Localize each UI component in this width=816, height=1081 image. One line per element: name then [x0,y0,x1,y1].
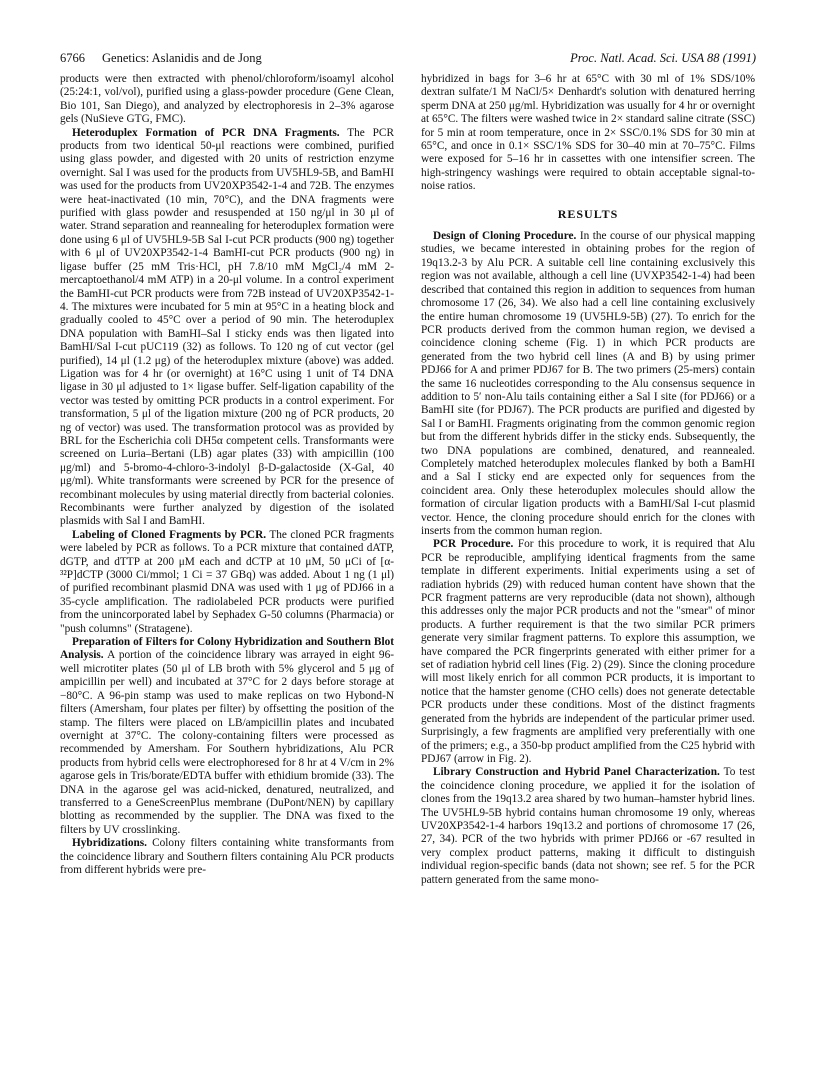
paragraph-body: For this procedure to work, it is required that Alu PCR be reproducible, amplifying identical fragments from the same template in different experiments. Initial experiments using a set of radiation hybrids (29) with reduced human content have shown that the PCR fragment patterns are very reproducible (data not shown), although this addresses only the major PCR products and not the "smear" of minor products. A further requirement is that the two similar PCR primers generate very similar fragment patterns. To explore this assumption, we have compared the PCR fingerprints generated with either primer for a set of radiation hybrid cell lines (Fig. 2) (29). Since the cloning procedure will most likely enrich for all common PCR products, it is important to notice that the hamster genome (CHO cells) does not generate detectable PCR products under these conditions. Most of the distinct fragments generated from the hybrids are independent of the particular primer used. Surprisingly, a few fragments are amplified very preferentially with one of the primers; e.g., a 350-bp product amplified from the C25 hybrid with PDJ67 (arrow in Fig. 2). [421,538,755,765]
paragraph [60,127,394,529]
paragraph [60,636,394,837]
run-in-heading: Library Construction and Hybrid Panel Characterization. [433,766,720,779]
paragraph-body: To test the coincidence cloning procedure, we applied it for the isolation of clones from the 19q13.2 area shared by two human–hamster hybrid lines. The UV5HL9-5B hybrid contains human chromosome 19 only, whereas UV20XP3542-1-4 harbors 19q13.2 and portions of chromosome 17 (26, 27, 34). PCR of the two hybrids with primer PDJ66 or -67 resulted in very complex product patterns, making it difficult to distinguish individual region-specific bands (data not shown; see ref. 5 for the PCR pattern generated from the same mono- [421,766,755,886]
run-in-heading: Heteroduplex Formation of PCR DNA Fragments. [72,126,340,139]
run-in-heading: Preparation of Filters for Colony Hybridization and Southern Blot Analysis. [60,636,394,662]
running-title: Genetics: Aslanidis and de Jong [102,51,262,65]
paragraph-body: The cloned PCR fragments were labeled by PCR as follows. To a PCR mixture that contained dATP, dGTP, and dTTP at 200 μM each and dCTP at 10 μM, 50 μCi of [α-³²P]dCTP (3000 Ci/mmol; 1 Ci = 37 GBq) was added. About 1 ng (1 μl) of purified recombinant plasmid DNA was used with 1 μg of PDJ66 in a 35-cycle amplification. The radiolabeled PCR products were purified from the unincorporated label by Sephadex G-50 columns (Pharmacia) or "push columns" (Stratagene). [60,528,394,635]
paragraph: hybridized in bags for 3–6 hr at 65°C with 30 ml of 1% SDS/10% dextran sulfate/1 M NaCl/5× Denhardt's solution with denatured herring sperm DNA at 250 μg/ml. Hybridization was usually for 4 hr or overnight at 65°C. The filters were washed twice in 2× standard saline citrate (SSC) for 5 min at room temperature, once in 2× SSC/0.1% SDS for 30 min at 65°C, and once in 0.1× SSC/1% SDS for 30–40 min at 70–75°C. Films were exposed for 5–16 hr in cassettes with one intensifier screen. The high-stringency washings were required to obtain acceptable signal-to-noise ratios. [421,73,755,193]
left-column [60,73,394,877]
page-number: 6766 [60,51,85,65]
paragraph: products were then extracted with phenol/chloroform/isoamyl alcohol (25:24:1, vol/vol), purified using a glass-powder procedure (Gene Clean, Bio 101, San Diego), and analyzed by electrophoresis in 2–3% agarose gels (NuSieve GTG, FMC). [60,73,394,126]
paragraph-body: In the course of our physical mapping studies, we became interested in obtaining probes for the region of 19q13.2-3 by Alu PCR. A suitable cell line containing exclusively this region was not available, although a cell line (UVXP3542-1-4) had been described that contained this region in addition to sequences from human chromosome 17 (26, 34). We also had a cell line containing exclusively the entire human chromosome 19 (UV5HL9-5B) (27). To enrich for the PCR products derived from the common human region, we devised a coincidence cloning scheme (Fig. 1) in which PCR products are generated from the two hybrid cell lines (A and B) by using primer PDJ66 for A and primer PDJ67 for B. The two primers (25-mers) contain the same 16 nucleotides corresponding to the Alu consensus sequence in addition to 5′ non-Alu tails containing either a Sal I site (for PDJ66) or a BamHI site (for PDJ67). The PCR products are purified and digested by Sal I or BamHI. Fragments originating from the common genomic region but from the different hybrids differ in the sticky ends. Subsequently, the two DNA populations are combined, denatured, and reannealed. Completely matched heteroduplex molecules flanked by both a BamHI and a Sal I sticky end are expected only for sequences from the coincident area. Only these heteroduplex molecules should allow the formation of circular ligation products with a BamHI/Sal I-cut plasmid vector. Hence, the cloning procedure should enrich for the clones with inserts from the common human region. [421,230,755,537]
run-in-heading: Labeling of Cloned Fragments by PCR. [72,528,267,541]
run-in-heading: Design of Cloning Procedure. [433,230,577,243]
run-in-heading: Hybridizations. [72,837,148,850]
section-heading: RESULTS [557,206,619,221]
paragraph [60,837,394,877]
page-header [60,49,756,67]
paragraph [60,529,394,636]
paragraph-body: Colony filters containing white transformants from the coincidence library and Southern filters containing Alu PCR products from different hybrids were pre- [60,837,394,876]
paragraph [421,538,755,766]
journal-citation: Proc. Natl. Acad. Sci. USA 88 (1991) [570,51,756,65]
paragraph [421,766,755,887]
paragraph-body: The PCR products from two identical 50-μl reactions were combined, purified using glass powder, and digested with 20 units of restriction enzyme overnight. Sal I was used for the products from UV5HL9-5B, and BamHI was used for the products from UV20XP3542-1-4 and 72B. The enzymes were heat-inactivated (10 min, 70°C), and the DNA fragments were purified with glass powder and resuspended at 150 ng/μl in 30 μl of water. Strand separation and reannealing for heteroduplex formation were done using 6 μl of UV5HL9-5B Sal I-cut PCR products (900 ng) together with 6 μl of UV20XP3542-1-4 BamHI-cut PCR products (900 ng) in ligase buffer (25 mM Tris·HCl, pH 7.8/10 mM MgCl₂/4 mM 2-mercaptoethanol/4 mM ATP) in a 20-μl volume. In a control experiment the BamHI-cut PCR products were from 72B instead of UV20XP3542-1-4. The mixtures were incubated for 5 min at 95°C in a heating block and gradually cooled to 45°C over a period of 90 min. The heteroduplex DNA population with BamHI–Sal I sticky ends was then ligated into BamHI/Sal I-cut pUC119 (32) as follows. To 120 ng of cut vector (gel purified), 14 μl (1.2 μg) of the heteroduplex mixture (above) was added. Ligation was for 4 hr (or overnight) at 16°C using 1 unit of T4 DNA ligase in 30 μl adjusted to 1× ligase buffer. Self-ligation capability of the vector was tested by omitting PCR products in a control experiment. For transformation, 5 μl of the ligation mixture (200 ng of PCR products, 20 ng of vector) was used. The transformation protocol was as provided by BRL for the Escherichia coli DH5α competent cells. Transformants were screened on Luria–Bertani (LB) agar plates (33) with ampicillin (100 μg/ml) and 5-bromo-4-chloro-3-indolyl β-D-galactoside (X-Gal, 40 μg/ml). White transformants were screened by PCR for the presence of recombinant molecules by using material directly from bacterial colonies. Recombinants were further analyzed by digestion of the isolated plasmids with Sal I and BamHI. [60,126,394,528]
paragraph [421,230,755,538]
paragraph-body: A portion of the coincidence library was arrayed in eight 96-well microtiter plates (50 μl of LB broth with 5% glycerol and 5 μg of ampicillin per well) and incubated at 37°C for 2 days before storage at −80°C. A 96-pin stamp was used to make replicas on two Hybond-N filters (Amersham, four plates per filter) by offsetting the position of the stamp. The filters were placed on LB/ampicillin plates and incubated overnight at 37°C. The colony-containing filters were processed as recommended by Amersham. For Southern hybridizations, Alu PCR products from hybrid cells were electrophoresed for 8 hr at 4 V/cm in 2% agarose gels in Tris/borate/EDTA buffer with ethidium bromide (33). The DNA in the agarose gel was acid-nicked, denatured, neutralized, and transferred to a GeneScreenPlus membrane (DuPont/NEN) by capillary blotting as recommended by the supplier. The DNA was fixed to the filters by UV crosslinking. [60,649,394,836]
run-in-heading: PCR Procedure. [433,538,514,551]
right-column [421,73,755,887]
